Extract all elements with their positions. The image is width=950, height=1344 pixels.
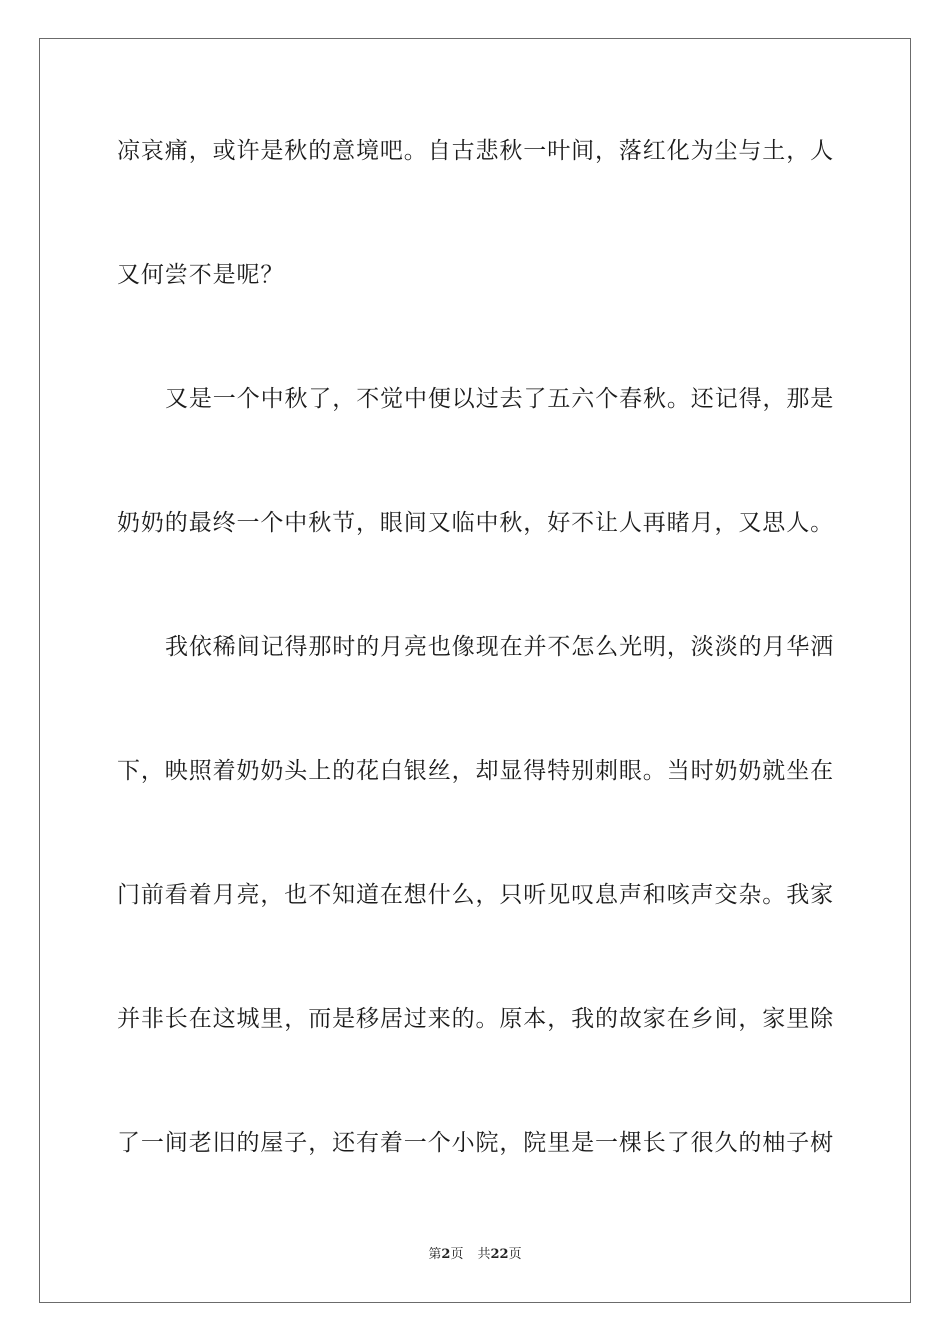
footer-total-suffix: 页 [508,1247,522,1262]
body-line-2: 又何尝不是呢？ [117,262,285,288]
footer-page-suffix: 页 [450,1247,464,1262]
body-line-8: 并非长在这城里，而是移居过来的。原本，我的故家在乡间，家里除 [117,1006,834,1032]
body-line-1: 凉哀痛，或许是秋的意境吧。自古悲秋一叶间，落红化为尘与土，人 [117,138,834,164]
body-line-9: 了一间老旧的屋子，还有着一个小院，院里是一棵长了很久的柚子树 [117,1130,834,1156]
page-border [39,38,911,1303]
body-line-4: 奶奶的最终一个中秋节，眼间又临中秋，好不让人再睹月，又思人。 [117,510,834,536]
footer-page-number: 2 [441,1247,451,1262]
body-line-3: 又是一个中秋了，不觉中便以过去了五六个春秋。还记得，那是 [165,386,835,412]
footer-page-prefix: 第 [428,1247,442,1262]
body-line-7: 门前看着月亮，也不知道在想什么，只听见叹息声和咳声交杂。我家 [117,882,834,908]
body-line-5: 我依稀间记得那时的月亮也像现在并不怎么光明，淡淡的月华洒 [165,634,835,660]
footer-total-pages: 22 [490,1247,509,1262]
body-line-6: 下，映照着奶奶头上的花白银丝，却显得特别刺眼。当时奶奶就坐在 [117,758,834,784]
footer-total-prefix: 共 [477,1247,491,1262]
page-footer [0,1246,950,1264]
